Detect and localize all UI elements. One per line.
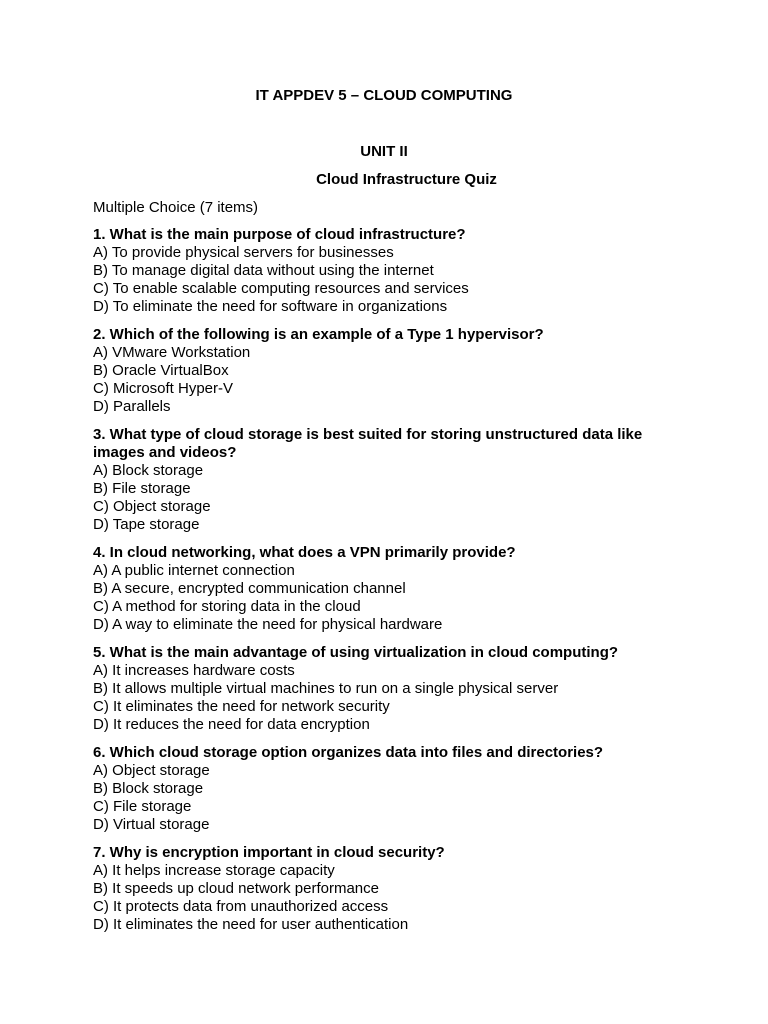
answer-option: B) It allows multiple virtual machines to run on a single physical server [93, 680, 559, 697]
answer-option: C) File storage [93, 798, 192, 815]
answer-option: D) A way to eliminate the need for physical hardware [93, 616, 443, 633]
answer-option: C) A method for storing data in the cloud [93, 598, 361, 615]
answer-option: A) Object storage [93, 762, 210, 779]
answer-option: B) It speeds up cloud network performance [93, 880, 379, 897]
question-text: 3. What type of cloud storage is best suited for storing unstructured data like images and videos? [93, 426, 643, 461]
question-text: 4. In cloud networking, what does a VPN primarily provide? [93, 544, 516, 561]
question-5 [93, 644, 693, 734]
question-3 [93, 426, 693, 534]
answer-option: D) To eliminate the need for software in organizations [93, 298, 448, 315]
answer-option: C) To enable scalable computing resources and services [93, 280, 469, 297]
answer-option: C) It protects data from unauthorized access [93, 898, 389, 915]
answer-option: D) Parallels [93, 398, 171, 415]
question-7 [93, 844, 693, 934]
answer-option: B) A secure, encrypted communication channel [93, 580, 406, 597]
answer-option: C) Microsoft Hyper-V [93, 380, 234, 397]
question-text: 5. What is the main advantage of using virtualization in cloud computing? [93, 644, 619, 661]
answer-option: D) Tape storage [93, 516, 200, 533]
answer-option: A) Block storage [93, 462, 204, 479]
question-text: 2. Which of the following is an example of a Type 1 hypervisor? [93, 326, 544, 343]
answer-option: B) To manage digital data without using the internet [93, 262, 434, 279]
answer-option: A) To provide physical servers for businesses [93, 244, 394, 261]
quiz-title: Cloud Infrastructure Quiz [316, 171, 497, 188]
answer-option: D) Virtual storage [93, 816, 210, 833]
answer-option: C) Object storage [93, 498, 211, 515]
question-text: 7. Why is encryption important in cloud security? [93, 844, 445, 861]
question-list [93, 226, 693, 944]
answer-option: A) It increases hardware costs [93, 662, 295, 679]
answer-option: A) A public internet connection [93, 562, 295, 579]
quiz-instructions: Multiple Choice (7 items) [93, 199, 259, 216]
answer-option: C) It eliminates the need for network security [93, 698, 390, 715]
question-6 [93, 744, 693, 834]
question-text: 1. What is the main purpose of cloud infrastructure? [93, 226, 466, 243]
unit-heading: UNIT II [360, 143, 408, 160]
question-1 [93, 226, 693, 316]
question-text: 6. Which cloud storage option organizes data into files and directories? [93, 744, 604, 761]
answer-option: B) Oracle VirtualBox [93, 362, 229, 379]
answer-option: D) It reduces the need for data encryption [93, 716, 370, 733]
question-2 [93, 326, 693, 416]
answer-option: A) VMware Workstation [93, 344, 251, 361]
answer-option: B) File storage [93, 480, 191, 497]
answer-option: D) It eliminates the need for user authentication [93, 916, 409, 933]
document-title: IT APPDEV 5 – CLOUD COMPUTING [255, 87, 513, 104]
answer-option: B) Block storage [93, 780, 204, 797]
question-4 [93, 544, 693, 634]
answer-option: A) It helps increase storage capacity [93, 862, 335, 879]
